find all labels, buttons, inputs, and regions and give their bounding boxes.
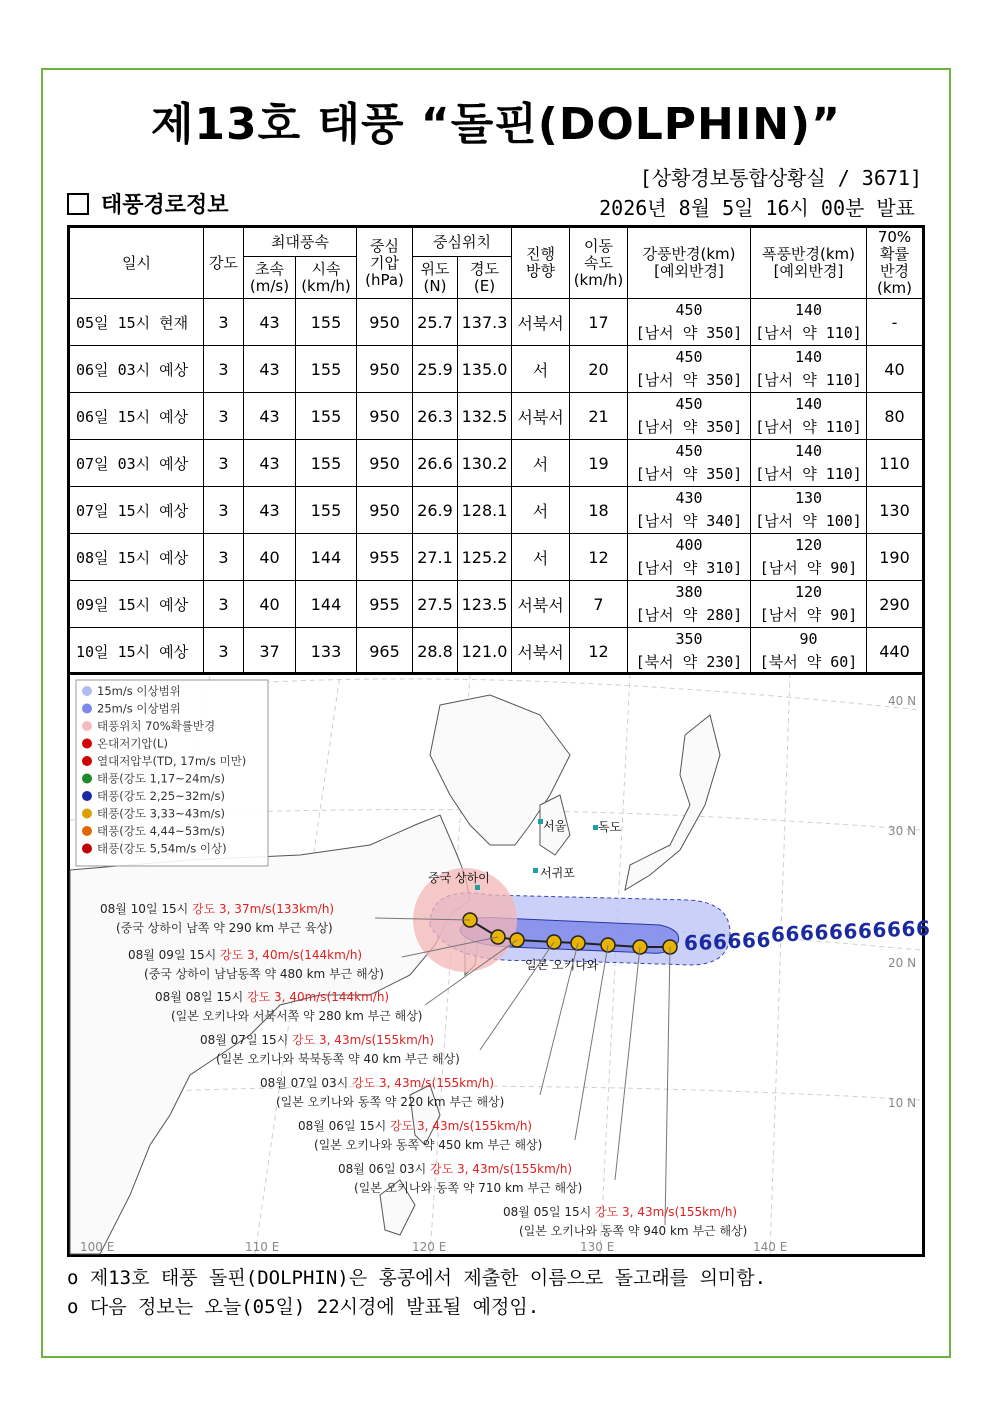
past-track-symbol: 6: [785, 921, 800, 946]
table-cell-speed: 12: [570, 534, 628, 581]
table-cell-pressure: 955: [357, 581, 413, 628]
past-track-symbol: 6: [800, 921, 814, 946]
track-label-strength: 강도 3, 40m/s(144km/h): [247, 990, 390, 1004]
typhoon-2-icon: [82, 791, 92, 801]
storm-radius-exception: [남서 약 90]: [759, 606, 858, 624]
lon-label: 100 E: [80, 1240, 115, 1254]
table-cell-prob70: 40: [867, 346, 924, 393]
strong-radius-exception: [남서 약 350]: [635, 465, 743, 483]
past-track-symbol: 6: [887, 917, 901, 942]
track-label-location: (일본 오키나와 동쪽 약 220 km 부근 해상): [276, 1095, 505, 1109]
track-label-time: 08월 08일 15시: [155, 990, 244, 1004]
strong-radius-exception: [북서 약 230]: [635, 653, 743, 671]
table-cell-datetime: 10일 15시 예상: [69, 628, 204, 676]
table-cell-ms: 43: [244, 299, 296, 346]
header-direction: 진행 방향: [512, 227, 570, 299]
past-track-symbol: 6: [814, 920, 829, 945]
strong-radius-value: 450: [675, 301, 703, 319]
table-cell-lon: 121.0: [458, 628, 512, 676]
table-cell-lat: 27.5: [413, 581, 458, 628]
past-track-symbol: 6: [771, 922, 785, 947]
table-cell-storm-radius: [751, 534, 867, 581]
place-dokdo: 독도: [598, 820, 622, 834]
past-track-symbol: 6: [698, 930, 713, 955]
table-row: [69, 534, 924, 581]
header-storm-radius: 폭풍반경(km) [예외반경]: [751, 227, 867, 299]
legend-label: 태풍(강도 5,54m/s 이상): [97, 841, 227, 856]
issued-time: 2026년 8월 5일 16시 00분 발표: [599, 196, 915, 220]
table-cell-prob70: 290: [867, 581, 924, 628]
header-strong-radius: 강풍반경(km) [예외반경]: [628, 227, 751, 299]
legend-label: 태풍(강도 1,17~24m/s): [97, 771, 226, 786]
strong-radius-value: 380: [675, 583, 703, 601]
storm-radius-value: 90: [799, 630, 818, 648]
extratropical-icon: [82, 739, 92, 749]
track-label-time: 08월 06일 03시: [338, 1162, 427, 1176]
table-cell-direction: 서: [512, 487, 570, 534]
table-cell-prob70: 130: [867, 487, 924, 534]
table-cell-pressure: 965: [357, 628, 413, 676]
track-label-time: 08월 05일 15시: [503, 1205, 592, 1219]
past-track-symbol: 6: [713, 929, 727, 954]
table-cell-storm-radius: [751, 628, 867, 676]
track-label-location: (일본 오키나와 동쪽 약 450 km 부근 해상): [314, 1138, 543, 1152]
legend-label: 25m/s 이상범위: [97, 701, 181, 716]
table-cell-pressure: 950: [357, 299, 413, 346]
lon-label: 110 E: [245, 1240, 280, 1254]
typhoon-4-icon: [82, 826, 92, 836]
legend-label: 15m/s 이상범위: [97, 684, 181, 698]
table-cell-intensity: 3: [204, 581, 244, 628]
track-label-strength: 강도 3, 43m/s(155km/h): [430, 1162, 573, 1176]
table-cell-kmh: 144: [296, 534, 357, 581]
strong-radius-exception: [남서 약 340]: [635, 512, 743, 530]
storm-radius-value: 140: [794, 395, 823, 413]
past-track-symbol: 6: [727, 929, 742, 954]
office-contact: [상황경보통합상황실 / 3671]: [639, 166, 922, 190]
table-row: [69, 393, 924, 440]
table-cell-ms: 40: [244, 581, 296, 628]
track-map: [67, 672, 930, 1257]
table-cell-storm-radius: [751, 487, 867, 534]
table-cell-strong-radius: [628, 346, 751, 393]
table-cell-direction: 서: [512, 534, 570, 581]
legend-label: 태풍(강도 4,44~53m/s): [97, 824, 226, 838]
legend-label: 온대저기압(L): [97, 736, 168, 751]
table-cell-intensity: 3: [204, 628, 244, 676]
header-speed: 이동 속도 (km/h): [570, 227, 628, 299]
strong-radius-exception: [남서 약 310]: [635, 559, 743, 577]
storm-radius-exception: [남서 약 100]: [755, 512, 862, 530]
table-cell-storm-radius: [751, 346, 867, 393]
table-cell-lat: 26.9: [413, 487, 458, 534]
legend-label: 태풍위치 70%확률반경: [97, 719, 216, 733]
table-cell-datetime: 06일 15시 예상: [69, 393, 204, 440]
notes: [67, 1264, 766, 1322]
table-cell-kmh: 155: [296, 393, 357, 440]
track-label-location: (일본 오키나와 동쪽 약 710 km 부근 해상): [354, 1181, 583, 1195]
table-row: [69, 628, 924, 676]
header-max-wind: 최대풍속: [244, 227, 357, 257]
table-cell-speed: 7: [570, 581, 628, 628]
table-cell-speed: 21: [570, 393, 628, 440]
track-label-strength: 강도 3, 40m/s(144km/h): [220, 948, 363, 962]
table-cell-lat: 28.8: [413, 628, 458, 676]
table-cell-lat: 25.7: [413, 299, 458, 346]
table-cell-strong-radius: [628, 628, 751, 676]
strong-radius-value: 450: [675, 442, 703, 460]
storm-radius-value: 120: [794, 536, 823, 554]
lat-label: 20 N: [888, 956, 917, 970]
svg-text:08월 09일 15시 강도 3, 40m/s(144km/: [128, 947, 362, 962]
table-cell-pressure: 950: [357, 346, 413, 393]
map-legend: [76, 680, 268, 866]
table-cell-speed: 12: [570, 628, 628, 676]
table-cell-prob70: 440: [867, 628, 924, 676]
table-cell-datetime: 08일 15시 예상: [69, 534, 204, 581]
track-label-strength: 강도 3, 43m/s(155km/h): [352, 1076, 495, 1090]
storm-radius-exception: [남서 약 110]: [755, 371, 862, 389]
table-cell-storm-radius: [751, 393, 867, 440]
table-cell-kmh: 155: [296, 487, 357, 534]
strong-radius-exception: [남서 약 280]: [635, 606, 743, 624]
storm-radius-exception: [북서 약 60]: [759, 653, 858, 671]
track-label-time: 08월 10일 15시: [100, 902, 189, 916]
storm-radius-value: 130: [794, 489, 823, 507]
storm-radius-value: 140: [794, 301, 823, 319]
table-cell-storm-radius: [751, 440, 867, 487]
place-seogwipo: 서귀포: [540, 866, 575, 880]
table-row: [69, 346, 924, 393]
svg-text:08월 06일 03시 강도 3, 43m/s(155km/: [338, 1161, 572, 1176]
table-cell-datetime: 09일 15시 예상: [69, 581, 204, 628]
storm-radius-exception: [남서 약 110]: [755, 324, 862, 342]
legend-label: 태풍(강도 3,33~43m/s): [97, 806, 226, 821]
storm-radius-value: 140: [794, 442, 823, 460]
typhoon-1-icon: [82, 774, 92, 784]
table-cell-lat: 26.3: [413, 393, 458, 440]
table-cell-prob70: 80: [867, 393, 924, 440]
table-cell-ms: 43: [244, 346, 296, 393]
legend-label: 열대저압부(TD, 17m/s 미만): [97, 754, 247, 768]
strong-radius-value: 350: [675, 630, 703, 648]
track-label-strength: 강도 3, 43m/s(155km/h): [292, 1033, 435, 1047]
table-cell-intensity: 3: [204, 534, 244, 581]
table-cell-intensity: 3: [204, 440, 244, 487]
strong-radius-exception: [남서 약 350]: [635, 418, 743, 436]
table-cell-kmh: 155: [296, 440, 357, 487]
td-icon: [82, 756, 92, 766]
note-2: o 다음 정보는 오늘(05일) 22시경에 발표될 예정임.: [67, 1296, 540, 1318]
lat-label: 30 N: [888, 824, 917, 838]
table-cell-storm-radius: [751, 581, 867, 628]
table-cell-direction: 서북서: [512, 393, 570, 440]
table-cell-datetime: 06일 03시 예상: [69, 346, 204, 393]
table-cell-prob70: 110: [867, 440, 924, 487]
table-cell-storm-radius: [751, 299, 867, 346]
past-track-symbol: 6: [756, 928, 771, 952]
table-cell-speed: 19: [570, 440, 628, 487]
storm-radius-exception: [남서 약 90]: [759, 559, 858, 577]
track-label-strength: 강도 3, 37m/s(133km/h): [192, 902, 335, 916]
table-cell-strong-radius: [628, 534, 751, 581]
header-lon: 경도 (E): [458, 257, 512, 299]
table-cell-speed: 17: [570, 299, 628, 346]
table-cell-ms: 43: [244, 440, 296, 487]
table-cell-direction: 서: [512, 346, 570, 393]
strong-radius-exception: [남서 약 350]: [635, 371, 743, 389]
table-cell-strong-radius: [628, 487, 751, 534]
table-cell-intensity: 3: [204, 487, 244, 534]
track-label-strength: 강도 3, 43m/s(155km/h): [390, 1119, 533, 1133]
table-cell-datetime: 07일 03시 예상: [69, 440, 204, 487]
table-cell-pressure: 950: [357, 393, 413, 440]
table-cell-lon: 125.2: [458, 534, 512, 581]
track-label-time: 08월 07일 03시: [260, 1076, 349, 1090]
past-track-symbol: 6: [872, 918, 887, 943]
table-cell-strong-radius: [628, 581, 751, 628]
table-cell-strong-radius: [628, 393, 751, 440]
table-cell-prob70: -: [867, 299, 924, 346]
header-lat: 위도 (N): [413, 257, 458, 299]
checkbox-icon: [67, 193, 89, 215]
table-cell-lon: 135.0: [458, 346, 512, 393]
strong-radius-value: 430: [675, 489, 703, 507]
table-cell-lon: 132.5: [458, 393, 512, 440]
page-title: 제13호 태풍 “돌핀(DOLPHIN)”: [150, 99, 842, 150]
track-label-location: (일본 오키나와 서북서쪽 약 280 km 부근 해상): [171, 1009, 423, 1023]
table-cell-speed: 18: [570, 487, 628, 534]
place-seoul: 서울: [543, 819, 567, 833]
table-cell-pressure: 950: [357, 440, 413, 487]
lon-label: 120 E: [412, 1240, 447, 1254]
typhoon-3-icon: [82, 809, 92, 819]
table-cell-lon: 128.1: [458, 487, 512, 534]
circle-pink: [82, 721, 92, 731]
section-heading: [67, 188, 229, 219]
svg-text:08월 07일 03시 강도 3, 43m/s(155km/: [260, 1075, 494, 1090]
table-cell-lat: 27.1: [413, 534, 458, 581]
svg-text:08월 06일 15시 강도 3, 43m/s(155km/: [298, 1118, 532, 1133]
lon-label: 140 E: [753, 1240, 788, 1254]
header-prob70: 70% 확률 반경 (km): [867, 227, 924, 299]
past-track-symbol: 6: [843, 919, 858, 944]
table-cell-intensity: 3: [204, 346, 244, 393]
past-track-symbol: 6: [829, 920, 843, 944]
note-1: o 제13호 태풍 돌핀(DOLPHIN)은 홍콩에서 제출한 이름으로 돌고래를 의미함.: [67, 1267, 767, 1289]
table-cell-lon: 130.2: [458, 440, 512, 487]
track-label-strength: 강도 3, 43m/s(155km/h): [595, 1205, 738, 1219]
table-cell-kmh: 155: [296, 346, 357, 393]
track-label-location: (중국 상하이 남쪽 약 290 km 부근 육상): [116, 921, 333, 935]
table-cell-kmh: 155: [296, 299, 357, 346]
map-svg: [70, 675, 930, 1254]
place-okinawa: 일본 오키나와: [525, 958, 599, 972]
past-track-symbol: 6: [684, 931, 698, 955]
header-pressure: 중심 기압 (hPa): [357, 227, 413, 299]
table-cell-direction: 서북서: [512, 581, 570, 628]
place-shanghai: 중국 상하이: [428, 871, 490, 885]
table-cell-strong-radius: [628, 440, 751, 487]
header-kmh: 시속 (km/h): [296, 257, 357, 299]
legend-label: 태풍(강도 2,25~32m/s): [97, 789, 226, 803]
table-cell-lat: 25.9: [413, 346, 458, 393]
table-cell-datetime: 05일 15시 현재: [69, 299, 204, 346]
table-cell-kmh: 133: [296, 628, 357, 676]
table-cell-ms: 40: [244, 534, 296, 581]
table-row: [69, 299, 924, 346]
circle-blue: [82, 704, 92, 714]
circle-lightblue: [82, 686, 92, 696]
svg-text:08월 05일 15시 강도 3, 43m/s(155km/: [503, 1204, 737, 1219]
table-cell-strong-radius: [628, 299, 751, 346]
table-cell-lon: 123.5: [458, 581, 512, 628]
table-cell-prob70: 190: [867, 534, 924, 581]
storm-radius-value: 120: [794, 583, 823, 601]
section-title: 태풍경로정보: [101, 193, 229, 218]
svg-text:08월 07일 15시 강도 3, 43m/s(155km/: [200, 1032, 434, 1047]
table-cell-direction: 서: [512, 440, 570, 487]
track-label-location: (일본 오키나와 동쪽 약 940 km 부근 해상): [519, 1224, 748, 1238]
table-cell-ms: 37: [244, 628, 296, 676]
header-datetime: 일시: [69, 227, 204, 299]
table-cell-ms: 43: [244, 393, 296, 440]
lat-label: 10 N: [888, 1096, 917, 1110]
header-center: 중심위치: [413, 227, 512, 257]
strong-radius-value: 450: [675, 395, 703, 413]
table-cell-intensity: 3: [204, 299, 244, 346]
strong-radius-exception: [남서 약 350]: [635, 324, 743, 342]
svg-text:08월 10일 15시 강도 3, 37m/s(133km/: [100, 901, 334, 916]
table-cell-kmh: 144: [296, 581, 357, 628]
track-label-time: 08월 06일 15시: [298, 1119, 387, 1133]
table-cell-lat: 26.6: [413, 440, 458, 487]
strong-radius-value: 400: [675, 536, 703, 554]
track-label-location: (중국 상하이 남남동쪽 약 480 km 부근 해상): [144, 967, 384, 981]
lon-label: 130 E: [580, 1240, 615, 1254]
past-track-symbol: 6: [858, 918, 872, 943]
table-row: [69, 487, 924, 534]
past-track-symbol: 6: [742, 928, 756, 953]
svg-text:08월 08일 15시 강도 3, 40m/s(144km/: [155, 989, 389, 1004]
strong-radius-value: 450: [675, 348, 703, 366]
table-cell-datetime: 07일 15시 예상: [69, 487, 204, 534]
track-label-time: 08월 07일 15시: [200, 1033, 289, 1047]
table-cell-direction: 서북서: [512, 299, 570, 346]
header-intensity: 강도: [204, 227, 244, 299]
storm-radius-exception: [남서 약 110]: [755, 418, 862, 436]
past-track-symbol: 6: [916, 916, 930, 941]
past-track-symbol: 6: [901, 917, 916, 941]
table-cell-intensity: 3: [204, 393, 244, 440]
storm-radius-exception: [남서 약 110]: [755, 465, 862, 483]
typhoon-5-icon: [82, 844, 92, 854]
track-table: [67, 225, 925, 677]
table-cell-pressure: 950: [357, 487, 413, 534]
header-ms: 초속 (m/s): [244, 257, 296, 299]
table-cell-speed: 20: [570, 346, 628, 393]
track-label-location: (일본 오키나와 북북동쪽 약 40 km 부근 해상): [216, 1052, 460, 1066]
track-label-time: 08월 09일 15시: [128, 948, 217, 962]
lat-label: 40 N: [888, 694, 917, 708]
table-row: [69, 440, 924, 487]
table-row: [69, 581, 924, 628]
storm-radius-value: 140: [794, 348, 823, 366]
table-cell-direction: 서북서: [512, 628, 570, 676]
table-cell-lon: 137.3: [458, 299, 512, 346]
table-cell-pressure: 955: [357, 534, 413, 581]
table-cell-ms: 43: [244, 487, 296, 534]
